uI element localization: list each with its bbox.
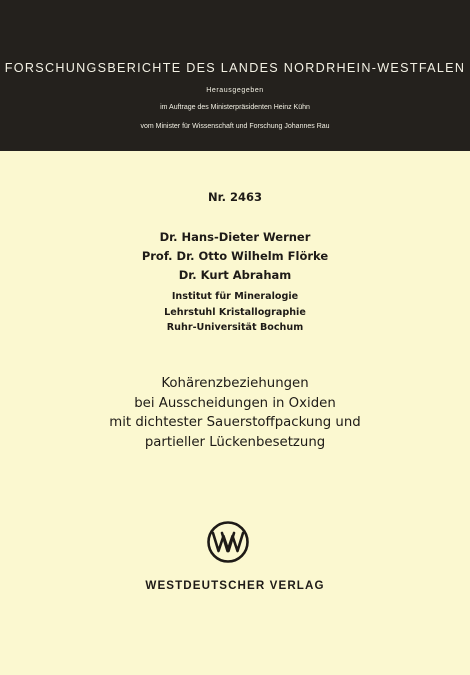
institute-line: Lehrstuhl Kristallographie <box>164 306 306 318</box>
institute-line: Ruhr-Universität Bochum <box>166 322 304 334</box>
book-title <box>0 374 470 452</box>
author-list <box>0 228 470 285</box>
series-header <box>0 0 470 151</box>
author-name: Prof. Dr. Otto Wilhelm Flörke <box>141 249 329 263</box>
title-line: mit dichtester Sauerstoffpackung und <box>109 415 361 430</box>
report-number: Nr. 2463 <box>207 190 263 204</box>
westdeutscher-verlag-logo-icon <box>206 520 250 564</box>
editor-line-2: vom Minister für Wissenschaft und Forschung Johannes Rau <box>140 123 330 130</box>
editor-label: Herausgegeben <box>206 87 264 94</box>
editor-line-1: im Auftrage des Ministerpräsidenten Heinz Kühn <box>160 104 310 111</box>
publisher-name: WESTDEUTSCHER VERLAG <box>145 579 325 592</box>
title-line: bei Ausscheidungen in Oxiden <box>134 395 336 411</box>
author-name: Dr. Hans-Dieter Werner <box>159 230 311 244</box>
author-name: Dr. Kurt Abraham <box>178 268 292 282</box>
title-line: Kohärenzbeziehungen <box>161 376 309 391</box>
institute-line: Institut für Mineralogie <box>171 291 299 302</box>
title-line: partieller Lückenbesetzung <box>144 434 326 450</box>
institute-block <box>0 289 470 336</box>
series-title: FORSCHUNGSBERICHTE DES LANDES NORDRHEIN-WESTFALEN <box>4 61 466 75</box>
